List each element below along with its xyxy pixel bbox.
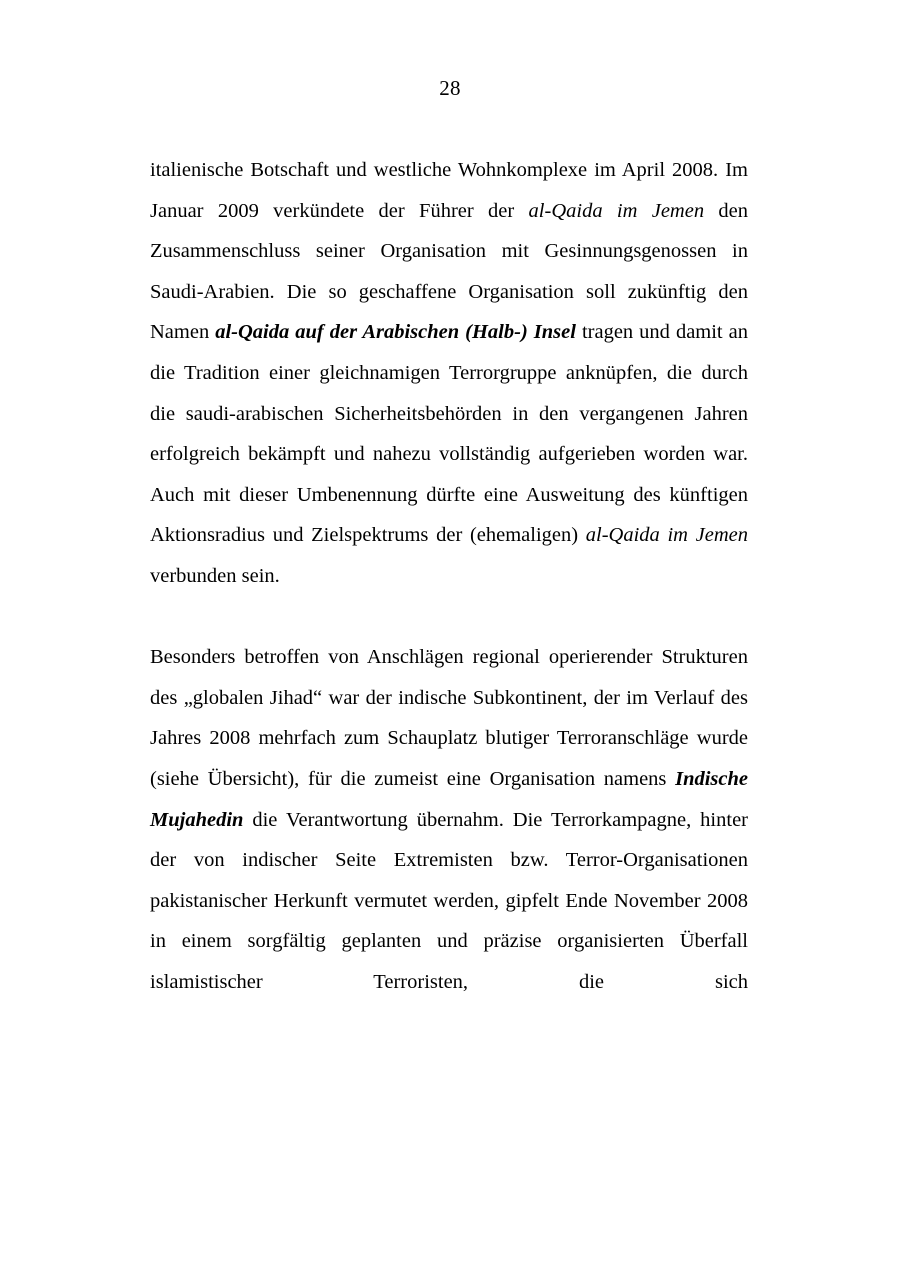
text-run: verbunden sein. (150, 564, 280, 587)
text-run-italic: al-Qaida im Jemen (528, 199, 705, 222)
text-run-italic: al-Qaida im Jemen (585, 524, 748, 547)
paragraph (150, 150, 748, 597)
text-run-bold-italic: al-Qaida auf der Arabischen (Halb-) Insel (215, 321, 576, 344)
text-run-bold-italic: Indische Mujahedin (150, 767, 748, 831)
page-body (150, 150, 748, 1043)
text-run: tragen und damit an die Tradition einer gleichnamigen Terrorgruppe anknüpfen, die durch die saudi-arabischen Sicherheitsbehörden in den vergangenen Jahren erfolgreich bekämpft und nahezu vollständig aufgerieben worden war. Auch mit dieser Umbenennung dürfte eine Ausweitung des künftigen Aktionsradius und Zielspektrums der (ehemaligen) (150, 321, 748, 547)
text-run: Besonders betroffen von Anschlägen regional operierender Strukturen des „globalen Jihad“ war der indische Subkontinent, der im Verlauf des Jahres 2008 mehrfach zum Schauplatz blutiger Terroranschläge wurde (siehe Übersicht), für die zumeist eine Organisation namens (150, 646, 748, 790)
text-run: italienische Botschaft und westliche Wohnkomplexe im April 2008. Im Januar 2009 verkündete der Führer der (150, 159, 748, 222)
text-run: die Verantwortung übernahm. Die Terrorkampagne, hinter der von indischer Seite Extremisten bzw. Terror-Organisationen pakistanischer Herkunft vermutet werden, gipfelt Ende November 2008 in einem sorgfältig geplanten und präzise organisierten Überfall islamistischer Terroristen, die sich (150, 808, 748, 993)
paragraph (150, 637, 748, 1043)
text-run: den Zusammenschluss seiner Organisation mit Gesinnungsgenossen in Saudi-Arabien. Die so geschaffene Organisation soll zukünftig den Namen (150, 199, 749, 344)
page-number: 28 (439, 76, 461, 100)
